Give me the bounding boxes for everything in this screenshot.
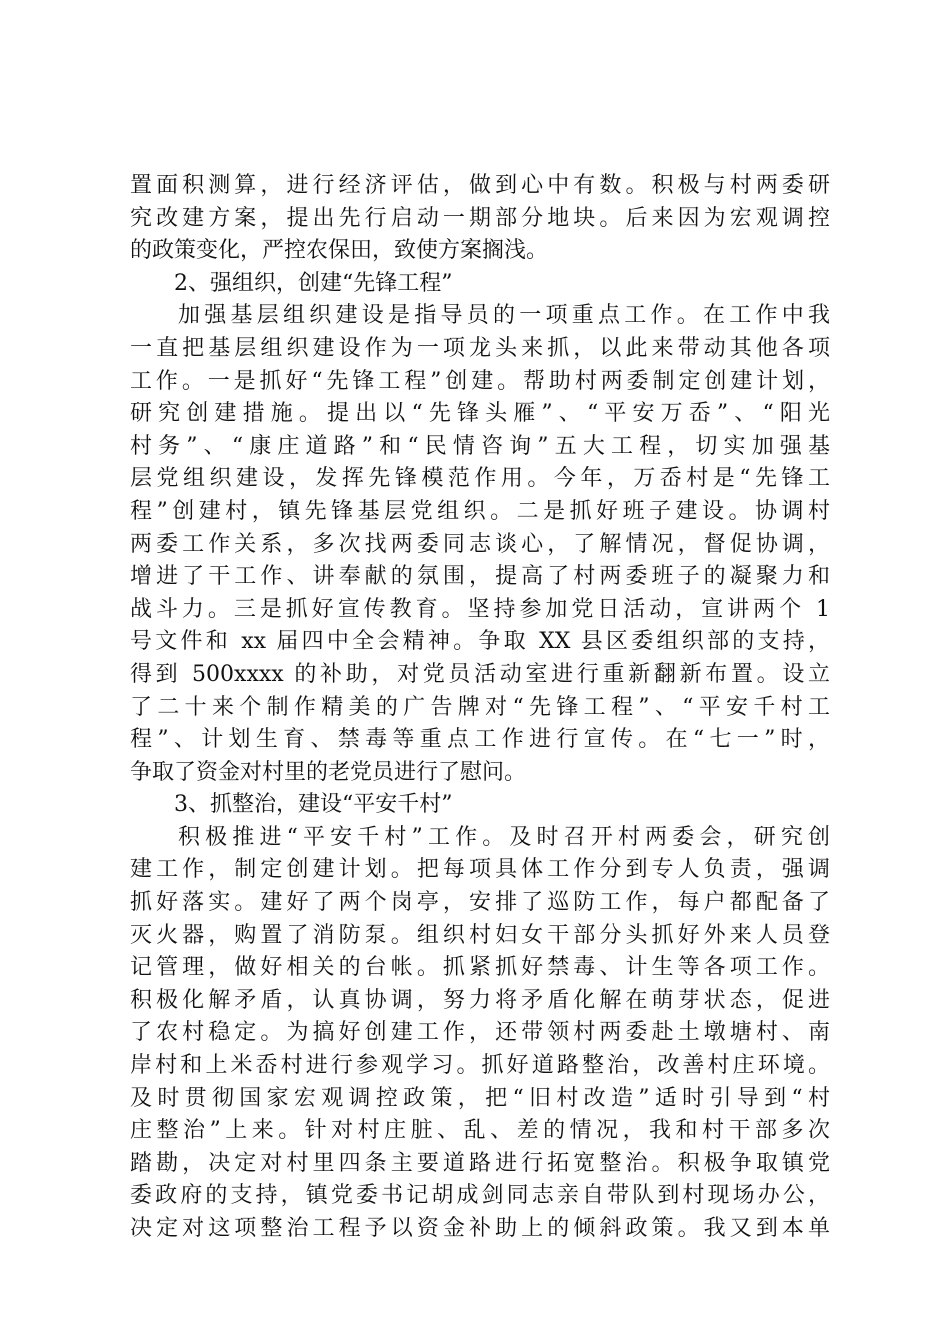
text-line: 争取了资金对村里的老党员进行了慰问。 — [130, 759, 527, 785]
text-line: 增进了干工作、讲奉献的氛围，提高了村两委班子的凝聚力和 — [130, 564, 830, 590]
text-line: 抓好落实。建好了两个岗亭，安排了巡防工作，每户都配备了 — [130, 890, 830, 916]
text-line: 记管理，做好相关的台帐。抓紧抓好禁毒、计生等各项工作。 — [130, 955, 830, 981]
text-line: 踏勘，决定对村里四条主要道路进行拓宽整治。积极争取镇党 — [130, 1150, 830, 1176]
text-line: 积极推进“平安千村”工作。及时召开村两委会，研究创 — [178, 824, 830, 850]
text-line: 建工作，制定创建计划。把每项具体工作分到专人负责，强调 — [130, 857, 830, 883]
text-line: 号文件和 xx 届四中全会精神。争取 XX 县区委组织部的支持， — [130, 629, 830, 655]
text-line: 加强基层组织建设是指导员的一项重点工作。在工作中我 — [178, 303, 830, 329]
text-line: 了二十来个制作精美的广告牌对“先锋工程”、“平安千村工 — [130, 694, 830, 720]
text-line: 置面积测算，进行经济评估，做到心中有数。积极与村两委研 — [130, 173, 830, 198]
text-line: 程”创建村，镇先锋基层党组织。二是抓好班子建设。协调村 — [130, 498, 830, 524]
text-line: 村务”、“康庄道路”和“民情咨询”五大工程，切实加强基 — [130, 433, 830, 459]
text-line: 积极化解矛盾，认真协调，努力将矛盾化解在萌芽状态，促进 — [130, 987, 830, 1013]
text-line: 决定对这项整治工程予以资金补助上的倾斜政策。我又到本单 — [130, 1216, 830, 1241]
text-line: 战斗力。三是抓好宣传教育。坚持参加党日活动，宣讲两个 1 — [130, 596, 830, 622]
text-line: 究改建方案，提出先行启动一期部分地块。后来因为宏观调控 — [130, 205, 830, 231]
text-line: 岸村和上米岙村进行参观学习。抓好道路整治，改善村庄环境。 — [130, 1053, 830, 1079]
text-line: 庄整治”上来。针对村庄脏、乱、差的情况，我和村干部多次 — [130, 1118, 830, 1144]
text-line: 得到 500xxxx 的补助，对党员活动室进行重新翻新布置。设立 — [130, 661, 830, 687]
text-line: 研究创建措施。提出以“先锋头雁”、“平安万岙”、“阳光 — [130, 401, 830, 427]
text-line: 层党组织建设，发挥先锋模范作用。今年，万岙村是“先锋工 — [130, 466, 830, 492]
document-page — [130, 170, 830, 1246]
text-line: 的政策变化，严控农保田，致使方案搁浅。 — [130, 238, 549, 264]
text-line: 委政府的支持，镇党委书记胡成剑同志亲自带队到村现场办公， — [130, 1183, 830, 1209]
text-line: 一直把基层组织建设作为一项龙头来抓，以此来带动其他各项 — [130, 335, 830, 361]
section-heading: 3、抓整治，建设“平安千村” — [174, 792, 453, 818]
text-line: 两委工作关系，多次找两委同志谈心，了解情况，督促协调， — [130, 531, 830, 557]
text-line: 工作。一是抓好“先锋工程”创建。帮助村两委制定创建计划， — [130, 368, 830, 394]
text-line: 灭火器，购置了消防泵。组织村妇女干部分头抓好外来人员登 — [130, 922, 830, 948]
text-line: 及时贯彻国家宏观调控政策，把“旧村改造”适时引导到“村 — [130, 1085, 830, 1111]
section-heading: 2、强组织，创建“先锋工程” — [174, 270, 453, 296]
text-line: 程”、计划生育、禁毒等重点工作进行宣传。在“七一”时， — [130, 727, 830, 753]
text-line: 了农村稳定。为搞好创建工作，还带领村两委赴土墩塘村、南 — [130, 1020, 830, 1046]
